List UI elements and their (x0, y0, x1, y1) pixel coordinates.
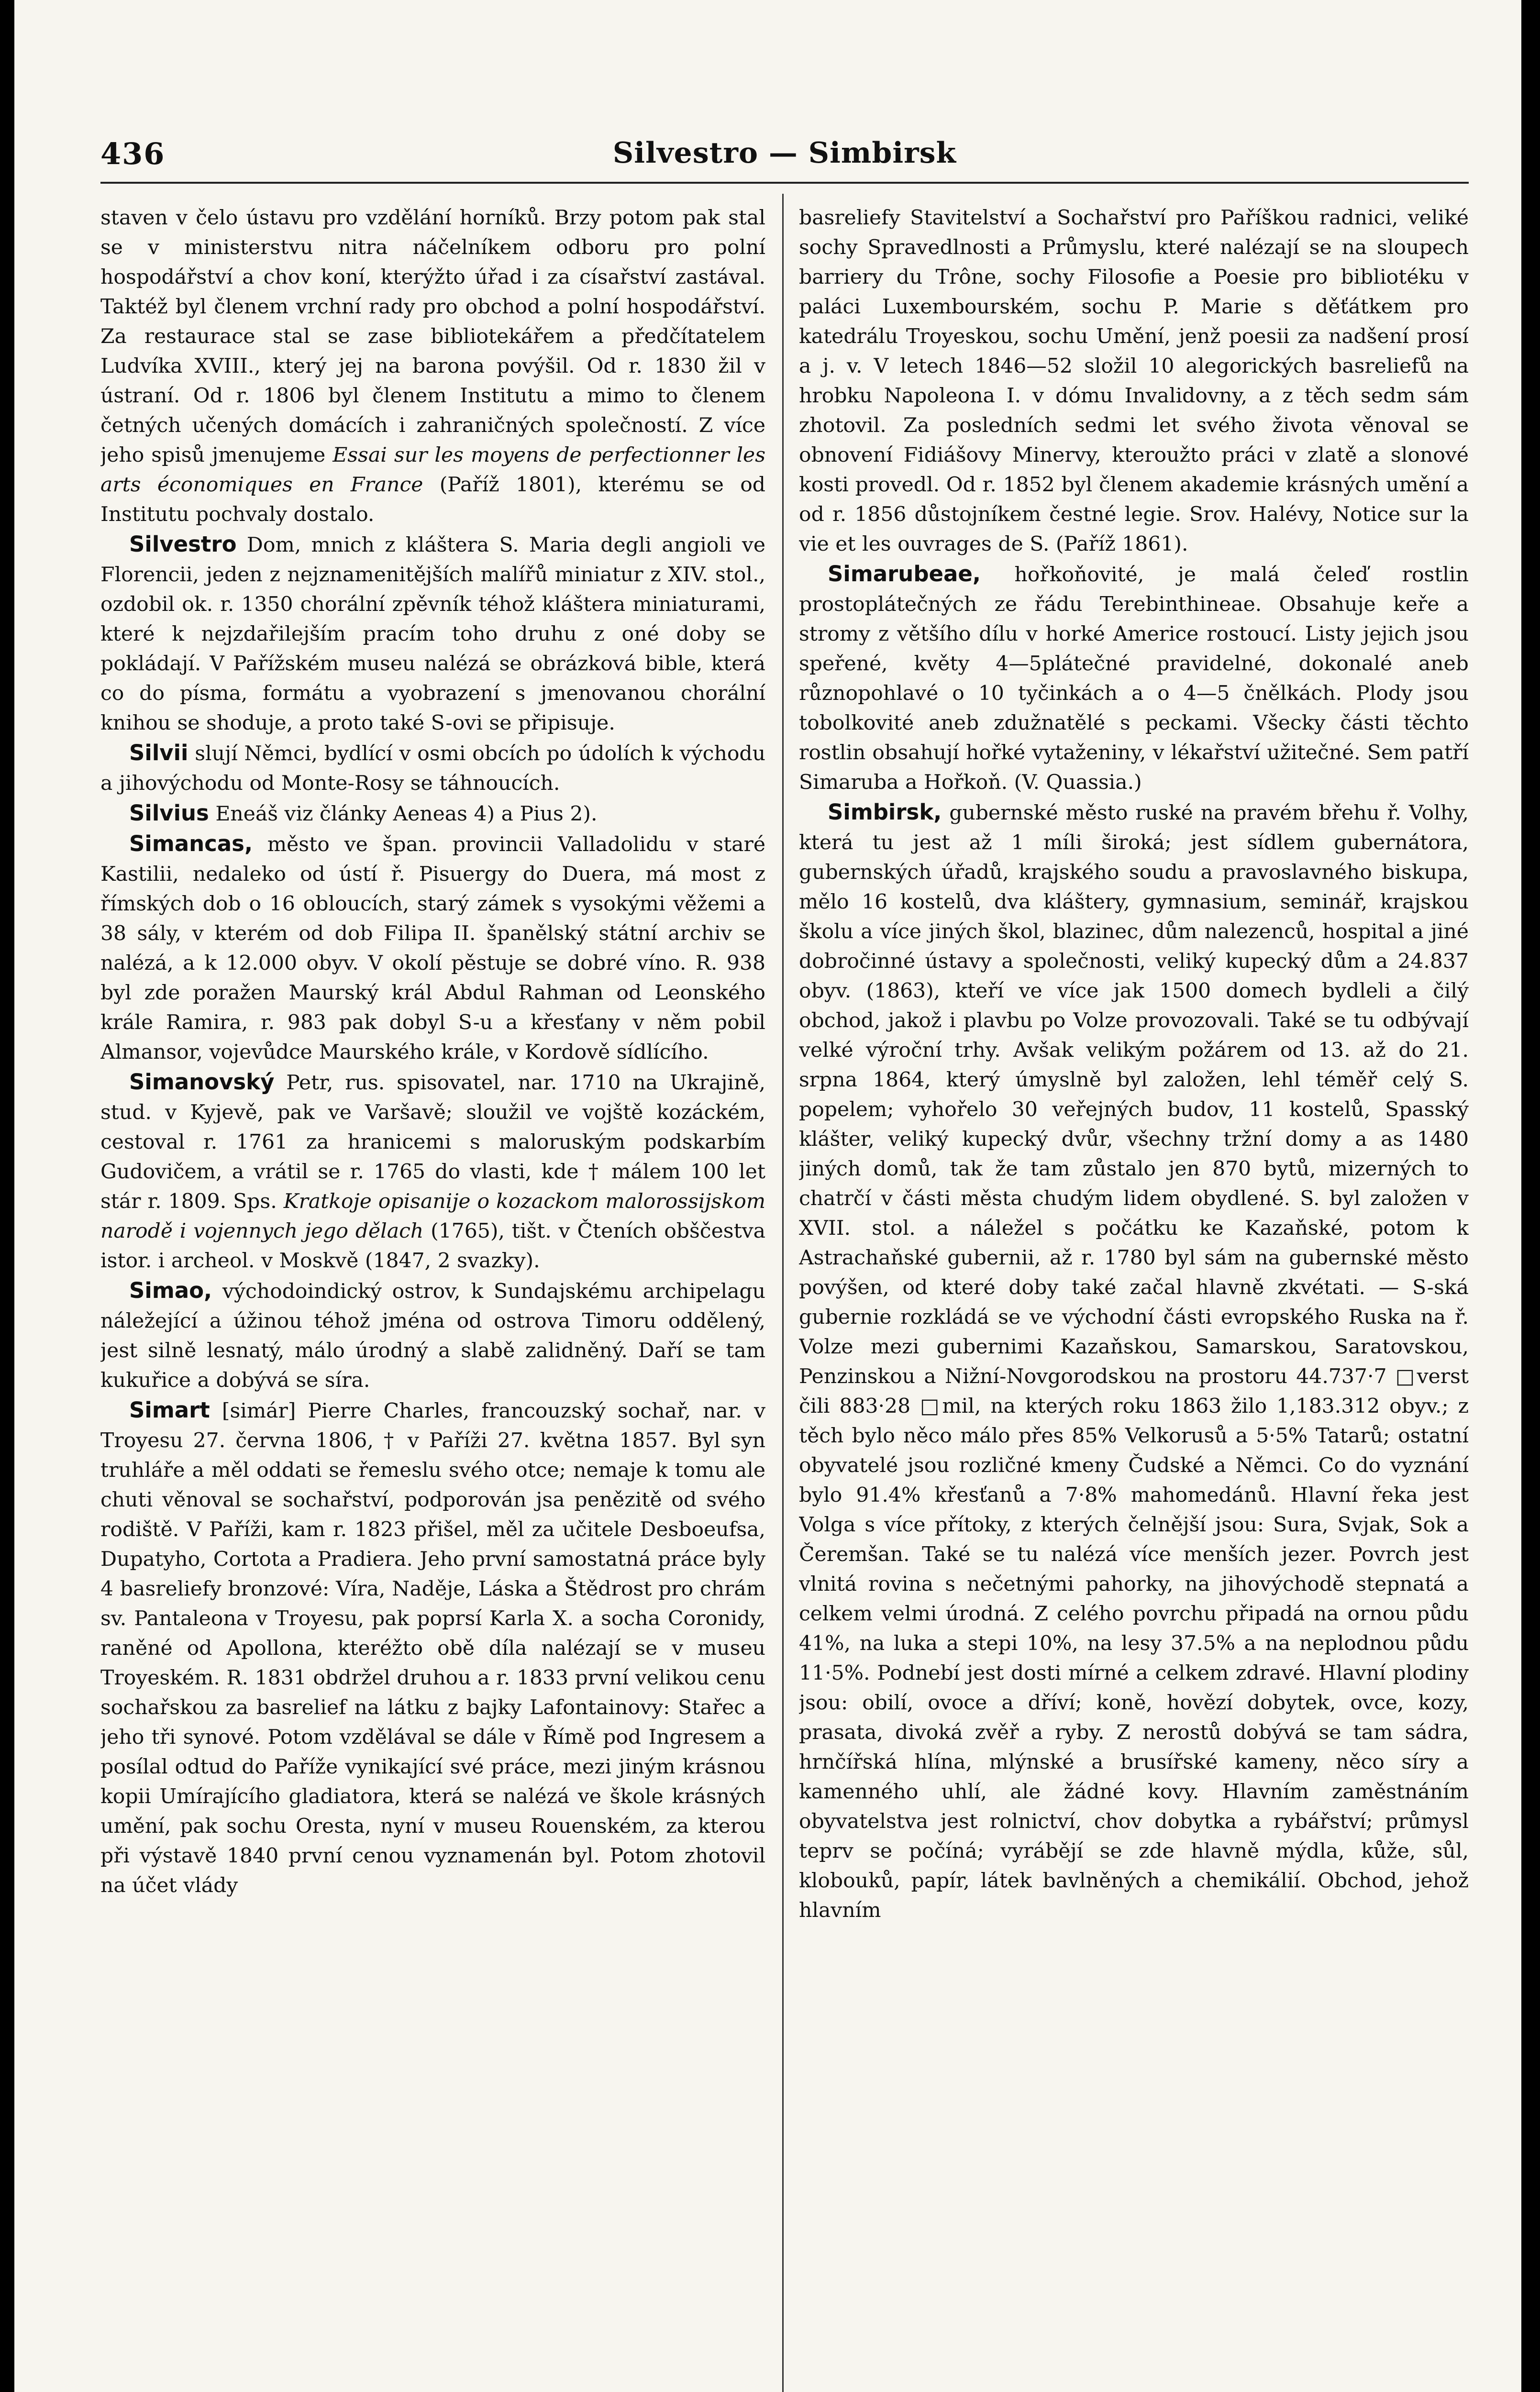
right-column (799, 203, 1469, 2392)
entry-headword: Simanovský (129, 1069, 275, 1095)
continued-paragraph (100, 203, 765, 530)
entry-text: Dom, mnich z kláštera S. Maria degli angioli ve Florencii, jeden z nejznamenitějších malířů miniatur z XIV. stol., ozdobil ok. r. 1350 chorální zpěvník téhož kláštera miniaturami, které k nejzdařilejším pracím toho druhu z oné doby se pokládají. V Pařížském museu nalézá se obrázková bible, která co do písma, formátu a vyobrazení s jmenovanou chorální knihou se shoduje, a proto také S-ovi se připisuje. (100, 533, 765, 735)
page-number: 436 (100, 136, 166, 171)
continued-paragraph (799, 203, 1469, 559)
entry-headword: Silvestro (129, 532, 237, 557)
column-divider (782, 194, 784, 2392)
entry-headword: Silvii (129, 740, 188, 765)
header-rule (100, 182, 1469, 184)
dictionary-entry (100, 1395, 765, 1901)
entry-text: slují Němci, bydlící v osmi obcích po údolích k východu a jihovýchodu od Monte-Rosy se táhnoucích. (100, 742, 765, 795)
italic-title: Essai sur les moyens de perfectionner les arts économiques en France (100, 443, 765, 497)
entry-text: gubernské město ruské na pravém břehu ř. Volhy, která tu jest až 1 míli široká; jest sídlem gubernátora, gubernských úřadů, krajského soudu a pravoslavného biskupa, mělo 16 kostelů, dva kláštery, gymnasium, seminář, krajskou školu a více jiných škol, blazinec, dům nalezenců, hospital a jiné dobročinné ústavy a společnosti, veliký kupecký dům a 24.837 obyv. (1863), kteří ve více jak 1500 domech bydleli a čilý obchod, jakož i plavbu po Volze provozovali. Také se tu odbývají velké výroční trhy. Avšak velikým požárem od 13. až do 21. srpna 1864, který úmyslně byl založen, lehl téměř celý S. popelem; vyhořelo 30 veřejných budov, 11 kostelů, Spasský klášter, veliký kupecký dvůr, všechny tržní domy a as 1480 jiných domů, tak že tam zůstalo jen 870 bytů, mizerných to chatrčí v části města chudým lidem obydlené. S. byl založen v XVII. stol. a náležel s počátku ke Kazaňské, potom k Astrachaňské gubernii, až r. 1780 byl sám na gubernské město povýšen, od které doby také začal hlavně zkvétati. — S-ská gubernie rozkládá se ve východní části evropského Ruska na ř. Volze mezi gubernimi Kazaňskou, Samarskou, Saratovskou, Penzinskou a Nižní-Novgorodskou na prostoru 44.737·7 □verst čili 883·28 □mil, na kterých roku 1863 žilo 1,183.312 obyv.; z těch bylo něco málo přes 85% Velkorusů a 5·5% Tatarů; ostatní obyvatelé jsou rozličné kmeny Čudské a Němci. Co do vyznání bylo 91.4% křesťanů a 7·8% mahomedánů. Hlavní řeka jest Volga s více přítoky, z kterých čelnější jsou: Sura, Svjak, Sok a Čeremšan. Také se tu nalézá více menších jezer. Povrch jest vlnitá rovina s nečetnými pahorky, na jihovýchodě stepnatá a celkem velmi úrodná. Z celého povrchu připadá na ornou půdu 41%, na luka a stepi 10%, na lesy 37.5% a na neplodnou půdu 11·5%. Podnebí jest dosti mírné a celkem zdravé. Hlavní plodiny jsou: obilí, ovoce a dříví; koně, hovězí dobytek, ovce, kozy, prasata, divoká zvěř a ryby. Z nerostů dobývá se tam sádra, hrnčířská hlína, mlýnské a brusířské kameny, něco síry a kamenného uhlí, ale žádné kovy. Hlavním zaměstnáním obyvatelstva jest rolnictví, chov dobytka a rybářství; průmysl teprv se počíná; vyrábějí se zde hlavně mýdla, kůže, sůl, klobouků, papír, látek bavlněných a chemikálií. Obchod, jehož hlavním (799, 801, 1469, 1922)
entry-text: staven v čelo ústavu pro vzdělání horníků. Brzy potom pak stal se v ministerstvu nitra náčelníkem odboru pro polní hospodářství a chov koní, kterýžto úřad i za císařství zastával. Taktéž byl členem vrchní rady pro obchod a polní hospodářství. Za restaurace stal se zase bibliotekářem a předčítatelem Ludvíka XVIII., který jej na barona povýšil. Od r. 1830 žil v ústraní. Od r. 1806 byl členem Institutu a mimo to členem četných učených domácích i zahraničných společností. Z více jeho spisů jmenujeme (100, 206, 765, 467)
entry-headword: Simart (129, 1397, 210, 1423)
entry-text: hořkoňovité, je malá čeleď rostlin prostoplátečných ze řádu Terebinthineae. Obsahuje keře a stromy z většího dílu v horké Americe rostoucí. Listy jejich jsou speřené, květy 4—5plátečné pravidelné, dokonalé aneb různopohlavé o 10 tyčinkách a o 4—5 čnělkách. Plody jsou tobolkovité aneb zdužnatělé s peckami. Všecky části těchto rostlin obsahují hořké vytaženiny, v lékařství užitečné. Sem patří Simaruba a Hořkoň. (V. Quassia.) (799, 563, 1469, 794)
entry-text: Eneáš viz články Aeneas 4) a Pius 2). (209, 802, 598, 826)
dictionary-entry (100, 829, 765, 1067)
running-head: Silvestro — Simbirsk (612, 136, 957, 170)
entry-text: město ve špan. provincii Valladolidu v staré Kastilii, nedaleko od ústí ř. Pisuergy do Duera, má most z římských dob o 16 obloucích, starý zámek s vysokými věžemi a 38 sály, v kterém od dob Filipa II. španělský státní archiv se nalézá, a k 12.000 obyv. V okolí pěstuje se dobré víno. R. 938 byl zde poražen Maurský král Abdul Rahman od Leonského krále Ramira, r. 983 pak dobyl S-u a křesťany v něm pobil Almansor, vojevůdce Maurského krále, v Kordově sídlícího. (100, 833, 765, 1064)
entry-headword: Simarubeae, (828, 561, 981, 587)
left-column (100, 203, 765, 2392)
dictionary-entry (799, 559, 1469, 797)
dictionary-entry (100, 798, 765, 829)
page-header (100, 136, 1469, 184)
italic-title: Kratkoje opisanije o kozackom malorossijskom narodě i vojennych jego dělach (100, 1190, 765, 1243)
dictionary-entry (100, 1067, 765, 1276)
entry-text: [simár] Pierre Charles, francouzský sochař, nar. v Troyesu 27. června 1806, † v Paříži 27. května 1857. Byl syn truhláře a měl oddati se řemeslu svého otce; nemaje k tomu ale chuti věnoval se sochařství, podporován jsa penězitě od svého rodiště. V Paříži, kam r. 1823 přišel, měl za učitele Desboeufsa, Dupatyho, Cortota a Pradiera. Jeho první samostatná práce byly 4 basreliefy bronzové: Víra, Naděje, Láska a Štědrost pro chrám sv. Pantaleona v Troyesu, pak poprsí Karla X. a socha Coronidy, raněné od Apollona, kteréžto obě díla nalézají se v museu Troyeském. R. 1831 obdržel druhou a r. 1833 první velikou cenu sochařskou za basrelief na látku z bajky Lafontainovy: Stařec a jeho tři synové. Potom vzdělával se dále v Římě pod Ingresem a posílal odtud do Paříže vynikající své práce, mezi jiným krásnou kopii Umírajícího gladiatora, která se nalézá ve škole krásných umění, pak sochu Oresta, nyní v museu Rouenském, za kterou při výstavě 1840 první cenou vyznamenán byl. Potom zhotovil na účet vlády (100, 1399, 765, 1897)
entry-text: východoindický ostrov, k Sundajskému archipelagu náležející a úžinou téhož jména od ostrova Timoru oddělený, jest silně lesnatý, málo úrodný a slabě zalidněný. Daří se tam kukuřice a dobývá se síra. (100, 1280, 765, 1392)
dictionary-entry (100, 530, 765, 738)
entry-headword: Silvius (129, 800, 209, 826)
entry-text: Petr, rus. spisovatel, nar. 1710 na Ukrajině, stud. v Kyjevě, pak ve Varšavě; sloužil ve vojště kozáckém, cestoval r. 1761 za hranicemi s maloruským podskarbím Gudovičem, a vrátil se r. 1765 do vlasti, kde † málem 100 let stár r. 1809. Sps. (100, 1071, 765, 1213)
entry-headword: Simao, (129, 1278, 212, 1303)
dictionary-entry (100, 738, 765, 798)
entry-headword: Simancas, (129, 831, 253, 856)
entry-text: basreliefy Stavitelství a Sochařství pro Paříškou radnici, veliké sochy Spravedlnosti a Průmyslu, které nalézají se na sloupech barriery du Trône, sochy Filosofie a Poesie pro bibliotéku v paláci Luxembourském, sochu P. Marie s děťátkem pro katedrálu Troyeskou, sochu Umění, jenž poesii za nadšení prosí a j. v. V letech 1846—52 složil 10 alegorických basreliefů na hrobku Napoleona I. v dómu Invalidovny, a z těch sedm sám zhotovil. Za posledních sedmi let svého života věnoval se obnovení Fidiášovy Minervy, kteroužto práci v zlatě a slonové kosti provedl. Od r. 1852 byl členem akademie krásných umění a od r. 1856 důstojníkem čestné legie. Srov. Halévy, Notice sur la vie et les ouvrages de S. (Paříž 1861). (799, 206, 1469, 556)
entry-text-after: (Paříž 1801), kterému se od Institutu pochvaly dostalo. (100, 473, 765, 526)
entry-headword: Simbirsk, (828, 799, 942, 825)
dictionary-entry (799, 797, 1469, 1926)
entry-text-after: (1765), tišt. v Čteních obščestva istor. i archeol. v Moskvě (1847, 2 svazky). (100, 1219, 765, 1273)
document-page (14, 0, 1521, 2392)
dictionary-entry (100, 1276, 765, 1395)
